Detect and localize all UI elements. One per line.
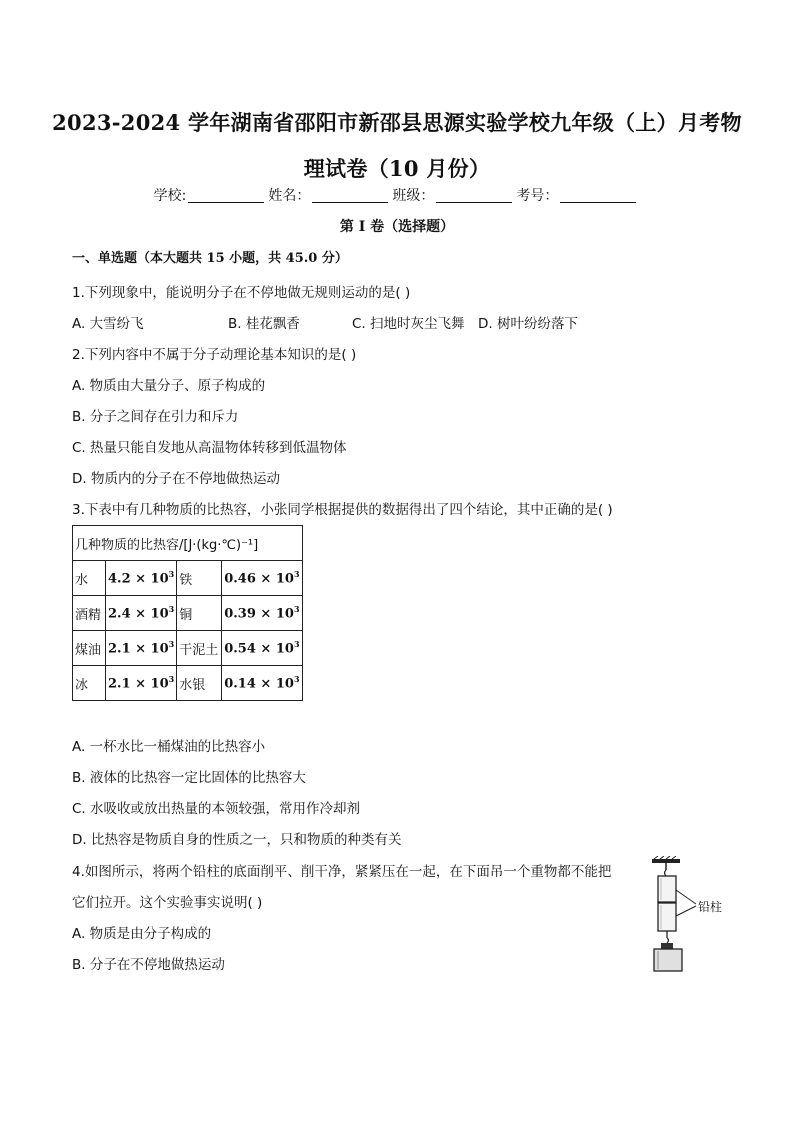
q1-option-b: B. 桂花飘香 — [228, 316, 300, 332]
value-cell: $2.1 \times 10^3$ — [106, 666, 177, 701]
substance-cell: 铁 — [177, 561, 222, 596]
table-header-row — [73, 526, 303, 561]
q4-stem-line-1: 4.如图所示，将两个铅柱的底面削平、削干净，紧紧压在一起，在下面吊一个重物都不能把 — [72, 864, 612, 880]
q3-option-b: B. 液体的比热容一定比固体的比热容大 — [72, 770, 306, 786]
class-label: 班级： — [392, 188, 435, 204]
q3-option-d: D. 比热容是物质自身的性质之一，只和物质的种类有关 — [72, 832, 402, 848]
q1-options — [72, 312, 578, 332]
exam-no-blank — [560, 187, 636, 203]
substance-cell: 酒精 — [73, 596, 106, 631]
substance-cell: 煤油 — [73, 631, 106, 666]
section-title: 一、单选题（本大题共 15 小题，共 45.0 分） — [72, 251, 348, 266]
title-line-2: 理试卷（10 月份） — [303, 156, 491, 181]
value-cell: $0.14 \times 10^3$ — [222, 666, 302, 701]
q4-stem-line-2: 它们拉开。这个实验事实说明( ) — [72, 895, 263, 911]
part-title: 第 I 卷（选择题） — [339, 219, 455, 235]
school-blank — [188, 187, 264, 203]
q2-option-a: A. 物质由大量分子、原子构成的 — [72, 378, 266, 394]
title-line-1: 2023-2024 学年湖南省邵阳市新邵县思源实验学校九年级（上）月考物 — [52, 110, 742, 135]
lead-cylinder-diagram — [646, 856, 746, 974]
q2-option-b: B. 分子之间存在引力和斥力 — [72, 409, 239, 425]
q1-option-c: C. 扫地时灰尘飞舞 — [352, 316, 465, 332]
q1-option-d: D. 树叶纷纷落下 — [478, 316, 578, 332]
table-row — [73, 666, 303, 701]
q2-option-c: C. 热量只能自发地从高温物体转移到低温物体 — [72, 440, 347, 456]
q2-option-d: D. 物质内的分子在不停地做热运动 — [72, 471, 280, 487]
q1-option-a: A. 大雪纷飞 — [72, 316, 144, 332]
specific-heat-table — [72, 525, 303, 701]
q1-stem: 1.下列现象中，能说明分子在不停地做无规则运动的是( ) — [72, 285, 411, 301]
q3-stem: 3.下表中有几种物质的比热容，小张同学根据提供的数据得出了四个结论，其中正确的是( ) — [72, 502, 613, 518]
q4-option-b: B. 分子在不停地做热运动 — [72, 957, 225, 973]
value-cell: $0.54 \times 10^3$ — [222, 631, 302, 666]
value-cell: $0.46 \times 10^3$ — [222, 561, 302, 596]
substance-cell: 冰 — [73, 666, 106, 701]
q2-stem: 2.下列内容中不属于分子动理论基本知识的是( ) — [72, 347, 357, 363]
substance-cell: 干泥土 — [177, 631, 222, 666]
name-blank — [312, 187, 388, 203]
value-cell: $2.4 \times 10^3$ — [106, 596, 177, 631]
q4-option-a: A. 物质是由分子构成的 — [72, 926, 212, 942]
substance-cell: 水银 — [177, 666, 222, 701]
substance-cell: 水 — [73, 561, 106, 596]
exam-title — [40, 100, 754, 192]
name-label: 姓名： — [268, 188, 311, 204]
student-info-row — [0, 185, 794, 205]
lead-cylinder-figure — [646, 856, 746, 974]
table-row — [73, 631, 303, 666]
figure-label: 铅柱 — [698, 900, 723, 914]
table-header: 几种物质的比热容/[J·(kg·℃)⁻¹] — [73, 526, 303, 561]
value-cell: $4.2 \times 10^3$ — [106, 561, 177, 596]
table-row — [73, 561, 303, 596]
class-blank — [436, 187, 512, 203]
table-row — [73, 596, 303, 631]
substance-cell: 铜 — [177, 596, 222, 631]
value-cell: $2.1 \times 10^3$ — [106, 631, 177, 666]
q3-option-a: A. 一杯水比一桶煤油的比热容小 — [72, 739, 266, 755]
exam-no-label: 考号： — [516, 188, 559, 204]
school-label: 学校: — [153, 188, 187, 204]
value-cell: $0.39 \times 10^3$ — [222, 596, 302, 631]
q3-option-c: C. 水吸收或放出热量的本领较强，常用作冷却剂 — [72, 801, 361, 817]
